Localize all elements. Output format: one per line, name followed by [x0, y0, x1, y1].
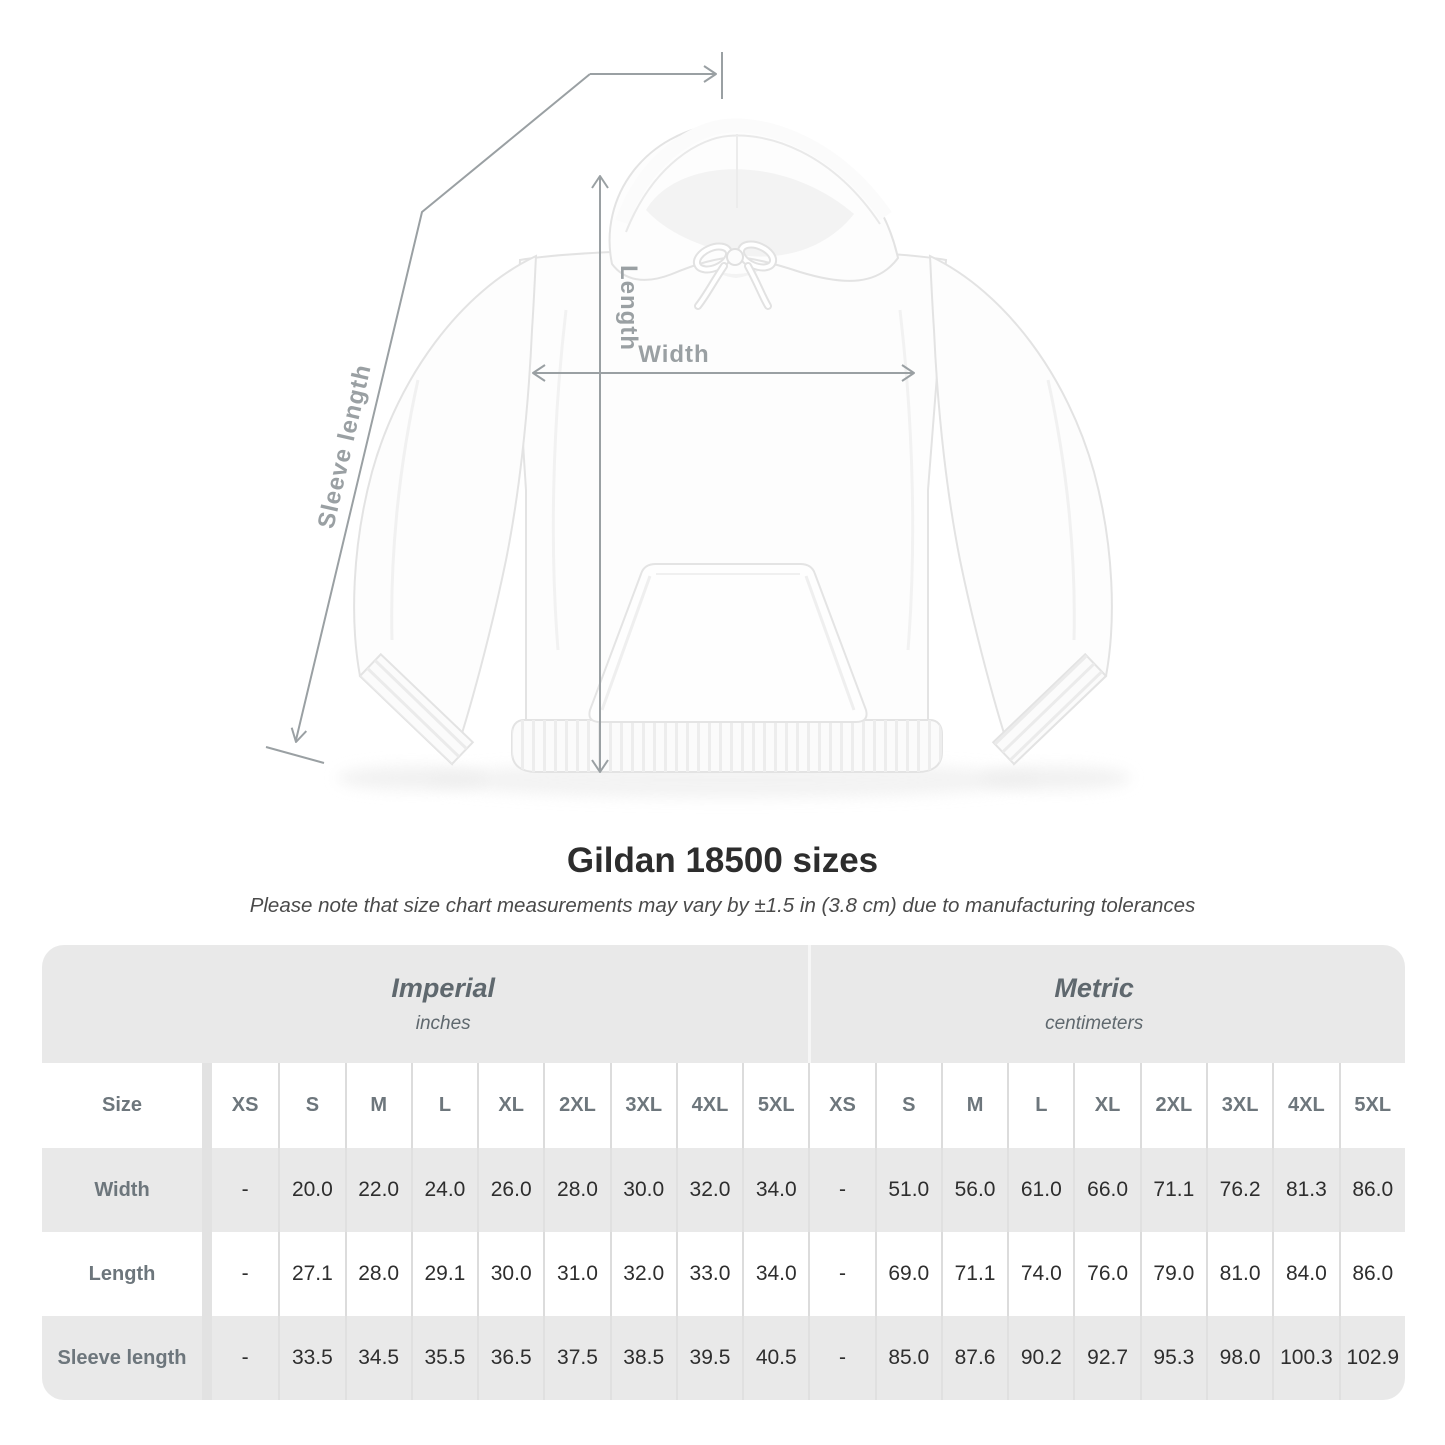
measurement-value: 86.0 — [1339, 1232, 1405, 1316]
measurement-value: 27.1 — [278, 1232, 344, 1316]
measurement-value: 84.0 — [1272, 1232, 1338, 1316]
size-column-header: XL — [1073, 1063, 1139, 1148]
measurement-value: 61.0 — [1007, 1148, 1073, 1232]
measurement-row — [42, 1232, 1405, 1316]
imperial-group-header — [42, 945, 808, 1063]
chart-heading — [0, 842, 1445, 918]
right-cuff-shadow — [981, 766, 1131, 790]
measurement-value: 71.1 — [1140, 1148, 1206, 1232]
size-column-header: L — [1007, 1063, 1073, 1148]
measurement-value: 71.1 — [941, 1232, 1007, 1316]
measurement-value: 31.0 — [543, 1232, 609, 1316]
size-column-header: 3XL — [610, 1063, 676, 1148]
measurement-value: 37.5 — [543, 1316, 609, 1400]
measurement-value: 30.0 — [477, 1232, 543, 1316]
measurement-value: 79.0 — [1140, 1232, 1206, 1316]
measurement-value: 81.3 — [1272, 1148, 1338, 1232]
size-column-header: M — [345, 1063, 411, 1148]
size-column-header: 4XL — [676, 1063, 742, 1148]
metric-label: Metric — [1054, 973, 1134, 1003]
measurement-value: 100.3 — [1272, 1316, 1338, 1400]
metric-group-header — [808, 945, 1405, 1063]
size-column-header: 3XL — [1206, 1063, 1272, 1148]
measurement-value: - — [808, 1148, 874, 1232]
measurement-value: 28.0 — [543, 1148, 609, 1232]
size-column-header: XS — [808, 1063, 874, 1148]
size-column-header: S — [875, 1063, 941, 1148]
size-table-container — [42, 945, 1405, 1400]
unit-group-row — [42, 945, 1405, 1063]
width-label: Width — [638, 341, 710, 368]
left-cuff-shadow — [337, 766, 487, 790]
measurement-value: 76.2 — [1206, 1148, 1272, 1232]
measurement-value: 33.5 — [278, 1316, 344, 1400]
measurement-value: 98.0 — [1206, 1316, 1272, 1400]
size-column-header: 5XL — [1339, 1063, 1405, 1148]
size-column-header: S — [278, 1063, 344, 1148]
measurement-value: 32.0 — [676, 1148, 742, 1232]
size-column-header: XL — [477, 1063, 543, 1148]
measurement-value: 56.0 — [941, 1148, 1007, 1232]
measurement-row — [42, 1316, 1405, 1400]
hoodie-illustration — [337, 123, 1131, 798]
measurement-value: 34.5 — [345, 1316, 411, 1400]
size-table — [42, 945, 1405, 1400]
measurement-value: 32.0 — [610, 1232, 676, 1316]
metric-unit: centimeters — [1045, 1013, 1144, 1034]
measurement-value: 33.0 — [676, 1232, 742, 1316]
measurement-value: 81.0 — [1206, 1232, 1272, 1316]
measurement-value: 92.7 — [1073, 1316, 1139, 1400]
measurement-value: - — [212, 1232, 278, 1316]
measurement-value: 40.5 — [742, 1316, 808, 1400]
measurement-value: - — [808, 1232, 874, 1316]
measurement-row — [42, 1148, 1405, 1232]
measurement-value: 35.5 — [411, 1316, 477, 1400]
size-column-header: M — [941, 1063, 1007, 1148]
measurement-value: 20.0 — [278, 1148, 344, 1232]
measurement-value: 39.5 — [676, 1316, 742, 1400]
measurement-value: 90.2 — [1007, 1316, 1073, 1400]
measurement-value: 34.0 — [742, 1232, 808, 1316]
length-label: Length — [615, 265, 642, 351]
measurement-value: 26.0 — [477, 1148, 543, 1232]
measurement-value: 76.0 — [1073, 1232, 1139, 1316]
measurement-value: - — [212, 1148, 278, 1232]
row-label: Length — [42, 1232, 212, 1316]
measurement-value: - — [212, 1316, 278, 1400]
measurement-value: 51.0 — [875, 1148, 941, 1232]
size-column-header: XS — [212, 1063, 278, 1148]
size-column-header: 2XL — [1140, 1063, 1206, 1148]
measurement-value: 36.5 — [477, 1316, 543, 1400]
measurement-value: 69.0 — [875, 1232, 941, 1316]
measurement-value: 28.0 — [345, 1232, 411, 1316]
size-corner-label: Size — [42, 1063, 212, 1148]
row-label: Sleeve length — [42, 1316, 212, 1400]
measurement-value: 24.0 — [411, 1148, 477, 1232]
page-title: Gildan 18500 sizes — [566, 841, 879, 880]
measurement-value: 38.5 — [610, 1316, 676, 1400]
measurement-value: 74.0 — [1007, 1232, 1073, 1316]
measurement-value: 85.0 — [875, 1316, 941, 1400]
measurement-value: 66.0 — [1073, 1148, 1139, 1232]
size-column-header: 5XL — [742, 1063, 808, 1148]
size-header-row — [42, 1063, 1405, 1148]
measurement-value: 30.0 — [610, 1148, 676, 1232]
size-column-header: 4XL — [1272, 1063, 1338, 1148]
imperial-unit: inches — [415, 1013, 471, 1034]
measurement-value: 102.9 — [1339, 1316, 1405, 1400]
measurement-value: 34.0 — [742, 1148, 808, 1232]
tolerance-note: Please note that size chart measurements may vary by ±1.5 in (3.8 cm) due to manufacturing tolerances — [249, 893, 1196, 917]
row-label: Width — [42, 1148, 212, 1232]
size-column-header: L — [411, 1063, 477, 1148]
measurement-value: 22.0 — [345, 1148, 411, 1232]
measurement-value: 95.3 — [1140, 1316, 1206, 1400]
measurement-value: 86.0 — [1339, 1148, 1405, 1232]
sleeve-length-label: Sleeve length — [312, 361, 377, 532]
imperial-label: Imperial — [391, 973, 495, 1003]
measurement-value: 29.1 — [411, 1232, 477, 1316]
size-column-header: 2XL — [543, 1063, 609, 1148]
hem-ribbing — [512, 720, 942, 772]
sleeve-dim-bottom-tick — [266, 747, 324, 763]
measurement-value: - — [808, 1316, 874, 1400]
measurement-value: 87.6 — [941, 1316, 1007, 1400]
